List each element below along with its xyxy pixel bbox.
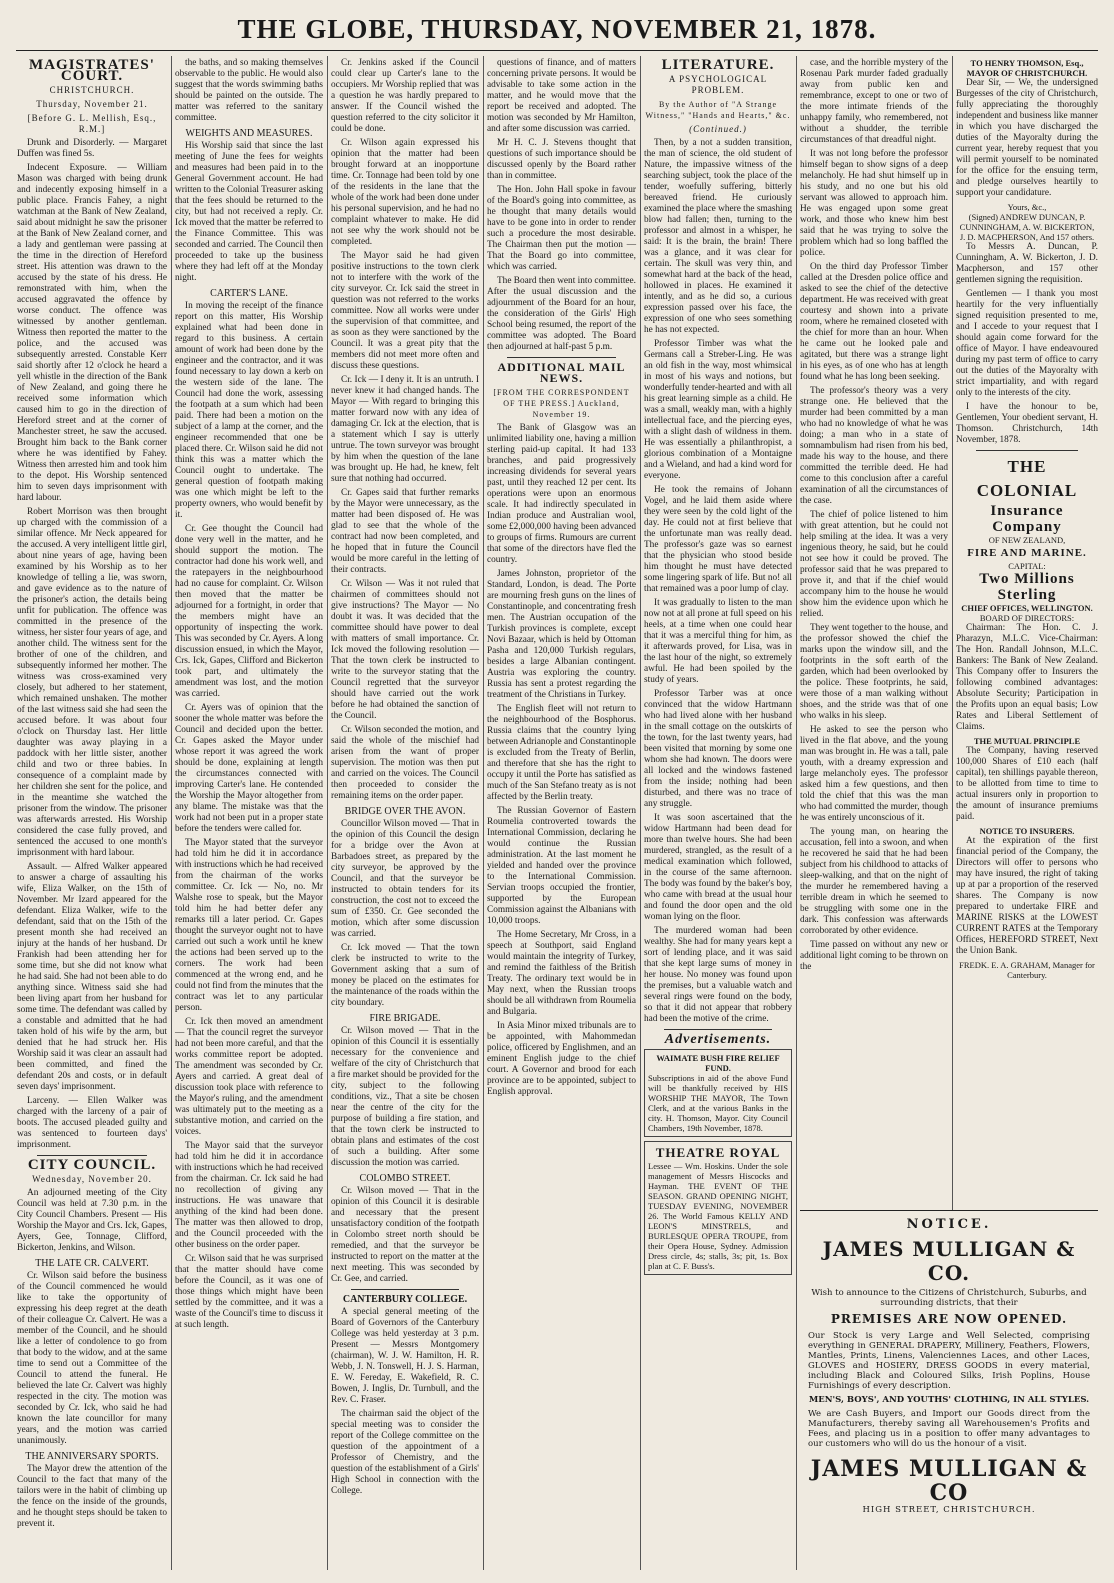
- article-paragraph: The Mayor said he had given positive instructions to the town clerk not to interfere with the work of the city surveyor. Cr. Ick said the street in question was not referred to the works committee. Now all works were under the supervision of that committee, and as soon as they were sanctioned by the Council. It was a great pity that the members did not meet more often and discuss these questions.: [331, 251, 479, 371]
- subheading: THE ANNIVERSARY SPORTS.: [25, 1451, 159, 1462]
- article-paragraph: It was not long before the professor himself began to show signs of a deep melancholy. He had shut himself up in his study, and no one but his old servant was allowed to approach him. He was engaged upon some great work, and those who knew him best said that he was trying to solve the problem which had so long baffled the police.: [800, 149, 948, 258]
- requisition-heading: TO HENRY THOMSON, Esq., MAYOR OF CHRISTCHURCH.: [966, 58, 1088, 78]
- article-paragraph: The Russian Governor of Eastern Roumelia controverted towards the International Commission, declaring he would continue the Russian administration. At the last moment he yielded and handed over the province to the International Commission. Servian troops occupied the frontier, supported by the European Commission against the Albanians with 10,000 troops.: [487, 806, 636, 926]
- article-paragraph: Cr. Gapes said that further remarks by the Mayor were unnecessary, as the matter had been disposed of. He was glad to see that the whole of the contract had now been completed, and he hoped that in future the Council would be more careful in the letting of their contracts.: [331, 488, 479, 575]
- article-paragraph: Cr. Gee thought the Council had done very well in the matter, and he should support the motion. The contractor had done his work well, and the ratepayers in the neighbourhood had no cause for complaint. Cr. Wilson then moved that the matter be adjourned for a fortnight, in order that the members might have an opportunity of inspecting the work. This was seconded by Cr. Ayers. A long discussion ensued, in which the Mayor, Crs. Ick, Gapes, Clifford and Bickerton took part, and ultimately the amendment was lost, and the motion was carried.: [175, 524, 323, 699]
- insurance-capital-label: CAPITAL:: [1008, 561, 1046, 571]
- article-paragraph: It was soon ascertained that the widow Hartmann had been dead for more than twelve hours. She had been murdered, strangled, as the result of a medical examination which followed, in the course of the same afternoon. The body was found by the baker's boy, who came with bread at the usual hour and found the door open and the old woman lying on the floor.: [644, 813, 792, 922]
- story-title: A PSYCHOLOGICAL PROBLEM.: [668, 74, 768, 95]
- column-3: [331, 58, 479, 1570]
- article-paragraph: Professor Timber was what the Germans call a Streber-Ling. He was an old fish in the way, most whimsical in most of his ways and notions, but wonderfully tender-hearted and with all his great learning simple as a child. He was a small, weakly man, with a highly intellectual face, and the piercing eyes, with a slight dash of wildness in them. He was essentially a philanthropist, a glorious combination of a Montaigne and a Wieland, and had a kind word for everyone.: [644, 339, 792, 481]
- heading-magistrates-court: MAGISTRATES' COURT.: [29, 57, 155, 84]
- ad-body: Subscriptions in aid of the above Fund will be thankfully received by HIS WORSHIP THE MAYOR, The Town Clerk, and at the various Banks in the city. H. Thomson, Mayor. City Council Chambers, 19th November, 1878.: [648, 1073, 788, 1133]
- ad-james-mulligan: [800, 1210, 1098, 1570]
- section-divider: [664, 1029, 772, 1030]
- column-6: [800, 58, 948, 972]
- article-paragraph: The murdered woman had been wealthy. She had for many years kept a sort of lending place, and it was said that she kept large sums of money in her house. No money was found upon the premises, but a valuable watch and several rings were found on the body, so that it did not appear that robbery had been the motive of the crime.: [644, 926, 792, 1024]
- article-paragraph: The Mayor stated that the surveyor had told him he did it in accordance with instructions which he had received from the chairman of the works committee. Cr. Ick — No, no. Mr Walshe rose to speak, but the Mayor told him he had better defer any remarks till a later period. Cr. Gapes thought the surveyor ought not to have carried out such a work until he knew the actions had been served up to the corners. The work had been commenced at the wrong end, and he could not find from the minutes that the contract was let to any particular person.: [175, 838, 323, 1013]
- article-paragraph: Mr H. C. J. Stevens thought that questions of such importance should be discussed openly by the Board rather than in committee.: [487, 138, 636, 181]
- section-divider: [37, 1155, 147, 1156]
- column-rule: [483, 56, 484, 1570]
- article-paragraph: The Hon. John Hall spoke in favour of the Board's going into committee, as he thought that many details would have to be gone into in order to render such a procedure the most desirable. The Chairman then put the motion — That the Board go into committee, which was carried.: [487, 185, 636, 272]
- column-2: [175, 58, 323, 1570]
- masthead: [0, 0, 1114, 46]
- article-paragraph: An adjourned meeting of the City Council was held at 7.30 p.m. in the City Council Chambers. Present — His Worship the Mayor and Crs. Ick, Gapes, Ayers, Gee, Tonnage, Clifford, Bickerton, Jenkins, and Wilson.: [17, 1188, 167, 1253]
- article-paragraph: Cr. Ayers was of opinion that the sooner the whole matter was before the Council and decided upon the better. Cr. Gapes asked the Mayor under whose report it was agreed the work should be done, explaining at length the circumstances connected with improving Carter's lane. He contended the Worship the Mayor altogether from any blame. The mistake was that the work had not been put in a proper state before the tenders were called for.: [175, 703, 323, 834]
- article-paragraph: The Company, having reserved 100,000 Shares of £10 each (half capital), ten shillings payable thereon, to be allotted from time to time to actual insurers only in proportion to the amount of insurance premiums paid.: [956, 746, 1098, 822]
- dateline-date: Thursday, November 21.: [36, 99, 148, 109]
- article-paragraph: On the third day Professor Timber called at the Dresden police office and asked to see the chief of the detective department. He was received with great courtesy and shown into a private room, where he remained closeted with the chief for more than an hour. When he came out he looked pale and agitated, but there was a strange light in his eyes, as of one who has at length found what he has long been seeking.: [800, 262, 948, 382]
- article-paragraph: Larceny. — Ellen Walker was charged with the larceny of a pair of boots. The accused pleaded guilty and was sentenced to fourteen days' imprisonment.: [17, 1096, 167, 1150]
- story-continued: (Continued.): [689, 124, 747, 134]
- article-paragraph: A special general meeting of the Board of Governors of the Canterbury College was held yesterday at 3 p.m. Present — Messrs Montgomery (chairman), W. J. W. Hamilton, H. R. Webb, J. N. Tonswell, H. J. S. Harman, E. W. Fereday, E. Wakefield, R. C. Bowen, J. Inglis, Dr. Turnbull, and the Rev. C. Fraser.: [331, 1307, 479, 1405]
- article-paragraph: The Board then went into committee. After the usual discussion and the adjournment of the Board for an hour, the consideration of the Girls' High School being resumed, the report of the committee was adopted. The Board then adjourned at half-past 5 p.m.: [487, 276, 636, 352]
- ad-stock: Our Stock is very Large and Well Selected, comprising everything in GENERAL DRAPERY, Millinery, Feathers, Flowers, Mantles, Prints, Linens, Valenciennes Laces, and other Laces, GLOVES and HOSIERY, DRESS GOODS in every material, including Black and Coloured Silks, Irish Poplins, House Furnishings of every description.: [808, 1331, 1090, 1391]
- article-paragraph: At the expiration of the first financial period of the Company, the Directors will offer to persons who may have insured, the right of taking up at par a proportion of the reserved shares. The Company is now prepared to undertake FIRE and MARINE RISKS at the LOWEST CURRENT RATES at the Temporary Offices, HEREFORD STREET, Next the Union Bank.: [956, 836, 1098, 956]
- section-divider: [351, 1289, 459, 1290]
- article-paragraph: The young man, on hearing the accusation, fell into a swoon, and when he recovered he said that he had been subject from his childhood to attacks of sleep-walking, and that on the night of the murder he remembered having a terrible dream in which he seemed to be struggling with some one in the dark. This confession was afterwards corroborated by other evidence.: [800, 827, 948, 936]
- article-paragraph: I have the honour to be, Gentlemen, Your obedient servant, H. Thomson. Christchurch, 14th November, 1878.: [956, 402, 1098, 445]
- article-paragraph: The chief of police listened to him with great attention, but he could not help smiling at the idea. It was a very ingenious theory, he said, but he could not see how it could be proved. The professor said that he was prepared to prove it, and that if the chief would accompany him to the house he would show him the evidence upon which he relied.: [800, 510, 948, 619]
- article-paragraph: The professor's theory was a very strange one. He believed that the murder had been committed by a man who had no knowledge of what he was doing; a man who in a state of somnambulism had risen from his bed, made his way to the house, and there committed the terrible deed. He had come to this conclusion after a careful examination of all the circumstances of the case.: [800, 386, 948, 506]
- court-before: [Before G. L. Mellish, Esq., R.M.]: [27, 113, 157, 134]
- masthead-rule: [16, 50, 1098, 51]
- article-paragraph: The Mayor drew the attention of the Council to the fact that many of the tailors were in the habit of climbing up the fence on the inside of the grounds, and he thought steps should be taken to prevent it.: [17, 1464, 167, 1529]
- news-source: [FROM THE CORRESPONDENT OF THE PRESS.] Auckland, November 19.: [493, 388, 630, 419]
- column-4: [487, 58, 636, 1570]
- article-paragraph: Cr. Wilson moved — That in the opinion of this Council it is essentially necessary for the convenience and welfare of the city of Christchurch that a fire market should be provided for the city, subject to the following conditions, viz., That a site be chosen near the centre of the city for the purpose of building a fire station, and that the town clerk be instructed to obtain plans and estimates of the cost of such a building. After some discussion the motion was carried.: [331, 1026, 479, 1168]
- column-rule: [640, 56, 641, 1570]
- article-paragraph: The Mayor said that the surveyor had told him he did it in accordance with instructions which he had received from the chairman. Cr. Ick said he had no recollection of giving any instructions. He was unaware that anything of the kind had been done. The matter was then allowed to drop, and the Council proceeded with the other business on the order paper.: [175, 1141, 323, 1250]
- section-divider: [507, 357, 616, 358]
- ad-premises: PREMISES ARE NOW OPENED.: [830, 1312, 1068, 1326]
- dateline-date: Wednesday, November 20.: [32, 1174, 152, 1184]
- article-paragraph: Cr. Ick — I deny it. It is an untruth. I never knew it had changed hands. The Mayor — With regard to bringing this matter forward now with any idea of damaging Cr. Ick at the election, that is a statement which I say is utterly untrue. The town surveyor was brought by him when the question of the lane was brought up. He had, he knew, felt sure that nothing had occurred.: [331, 375, 479, 484]
- article-paragraph: The chairman said the object of the special meeting was to consider the report of the College committee on the question of the appointment of a Professor of Chemistry, and the question of the establishment of a Girls' High School in connection with the College.: [331, 1409, 479, 1496]
- ad-firm: JAMES MULLIGAN & CO.: [822, 1237, 1076, 1285]
- article-paragraph: He took the remains of Johann Vogel, and he laid them aside where they were seen by the cold light of the day. He could not at first believe that the unfortunate man was really dead. The professor's gaze was so earnest that the physician who stood beside him thought he must have detected some lingering spark of life. But no! all that remained was a poor lump of clay.: [644, 485, 792, 594]
- column-1: [17, 58, 167, 1570]
- article-paragraph: The Bank of Glasgow was an unlimited liability one, having a million sterling paid-up capital. It had 133 branches, and paid progressively increasing dividends for several years past, until they reached 12 per cent. Its operations were upon an enormous scale. It had indirectly speculated in Indian produce and Australian wool, some £2,000,000 having been advanced to groups of firms. Rumours are current that some of the directors have fled the country.: [487, 423, 636, 565]
- ad-cash-buyers: We are Cash Buyers, and Import our Goods direct from the Manufacturers, thereby saving all Warehousemen's Profits and Fees, and placing us in a position to offer many advantages to our customers who will do us the honour of a visit.: [808, 1409, 1090, 1449]
- dateline-place: CHRISTCHURCH.: [49, 85, 135, 95]
- article-paragraph: In moving the receipt of the finance report on this matter, His Worship explained what had been done in regard to this business. A certain amount of work had been done by the engineer and the contractor, and it was found necessary to lay down a kerb on the western side of the lane. The Council had done the work, assessing the footpath at a sum which had been paid. There had been a motion on the subject of a lamp at the corner, and the engineer recommended that one be placed there. Cr. Wilson said he did not think this was a matter which the Council ought to undertake. The general question of footpath making was one which might be left to the property owners, who would benefit by it.: [175, 301, 323, 520]
- article-paragraph: Cr. Wilson said that he was surprised that the matter should have come before the Council, as it was one of those things which might have been settled by the committee, and it was a waste of the Council's time to discuss it at such length.: [175, 1254, 323, 1330]
- article-paragraph: Councillor Wilson moved — That in the opinion of this Council the design for a bridge over the Avon at Barbadoes street, as prepared by the city surveyor, be approved by the Council, and that the surveyor be instructed to obtain tenders for its construction, the cost not to exceed the sum of £350. Cr. Gee seconded the motion, which after some discussion was carried.: [331, 819, 479, 939]
- story-byline: By the Author of "A Strange Witness," "Hands and Hearts," &c.: [645, 100, 791, 120]
- article-paragraph: Time passed on without any new or additional light coming to be thrown on the: [800, 940, 948, 972]
- column-rule: [171, 56, 172, 1570]
- article-paragraph: Gentlemen — I thank you most heartily for the very influentially signed requisition presented to me, and I accede to your request that I should again come forward for the office of Mayor. I have endeavoured during my past term of office to carry out the duties of the Mayoralty with strict impartiality, and with regard only to the interests of the city.: [956, 289, 1098, 398]
- article-paragraph: The English fleet will not return to the neighbourhood of the Bosphorus. Russia claims that the country lying between Adrianople and Constantinople is excluded from the Treaty of Berlin, and therefore that she has the right to occupy it until the Porte has satisfied as much of the San Stefano treaty as is not affected by the Berlin treaty.: [487, 704, 636, 802]
- subheading: CARTER'S LANE.: [210, 288, 288, 299]
- section-divider: [976, 450, 1078, 451]
- article-paragraph: case, and the horrible mystery of the Rosenau Park murder faded gradually away from public ken and remembrance, except to one or two of the more intimate friends of the unhappy family, who remembered, not without a shudder, the terrible circumstances of that dreadful night.: [800, 58, 948, 145]
- article-paragraph: The Home Secretary, Mr Cross, in a speech at Southport, said England would maintain the integrity of Turkey, and remind the faithless of the British Treaty. The ordinary text would be in May next, when the Russian troops should be all withdrawn from Roumelia and Bulgaria.: [487, 930, 636, 1017]
- insurance-manager: FREDK. E. A. GRAHAM, Manager for Canterbury.: [959, 960, 1095, 980]
- heading-mail-news: ADDITIONAL MAIL NEWS.: [497, 360, 626, 385]
- insurance-sub2: OF NEW ZEALAND,: [988, 535, 1066, 545]
- ad-relief-fund: [644, 1049, 792, 1137]
- insurance-notice: NOTICE TO INSURERS.: [979, 826, 1075, 836]
- insurance-sub3: FIRE AND MARINE.: [967, 547, 1087, 559]
- article-paragraph: Indecent Exposure. — William Mason was charged with being drunk and indecently exposing himself in a public place. Francis Fahey, a night watchman at the Bank of New Zealand, said about midnight he saw the prisoner at the Bank of New Zealand corner, and a lady and gentleman were passing at the time in the direction of Hereford street. His attention was drawn to the accused by the state of his dress. He remonstrated with him, when the accused aggravated the offence by worse conduct. The offence was witnessed by another gentleman. Witness then reported the matter to the police, and the accused was subsequently arrested. Constable Kerr said shortly after 12 o'clock he heard a yell whistle in the direction of the Bank of New Zealand, and going there he received some information which caused him to go in the direction of Hereford street and at the corner of Manchester street, he saw the accused. Brought him back to the Bank corner where he was identified by Fahey. Witness then arrested him and took him to the depot. His Worship sentenced him to seven days imprisonment with hard labour.: [17, 163, 167, 503]
- signatures: (Signed) ANDREW DUNCAN, P. CUNNINGHAM, A. W. BICKERTON, J. D. MACPHERSON, And 157 others.: [959, 212, 1095, 242]
- masthead-title: THE GLOBE, THURSDAY, NOVEMBER 21, 1878.: [237, 14, 877, 44]
- subheading: THE LATE CR. CALVERT.: [35, 1258, 149, 1269]
- article-paragraph: In Asia Minor mixed tribunals are to be appointed, with Mahommedan police, officered by Englishmen, and an eminent English judge to the chief court. A Governor and brood for each province are to be appointed, subject to English approval.: [487, 1021, 636, 1097]
- ad-clothing: MEN'S, BOYS', AND YOUTHS' CLOTHING, IN ALL STYLES.: [808, 1395, 1090, 1405]
- article-paragraph: Cr. Jenkins asked if the Council could clear up Carter's lane to the occupiers. Mr Worship replied that was a question he was hardly prepared to answer. If the Council wished the question referred to the city solicitor it could be done.: [331, 58, 479, 134]
- insurance-capital: Two Millions Sterling: [979, 571, 1075, 603]
- ad-body: Lessee — Wm. Hoskins. Under the sole management of Messrs Hiscocks and Hayman. THE EVENT OF THE SEASON. GRAND OPENING NIGHT, TUESDAY EVENING, NOVEMBER 26. The World Famous KELLY AND LEON'S MINSTRELS, and BURLESQUE OPERA TROUPE, from their Opera House, Sydney. Admission Dress circle, 4s; stalls, 3s; pit, 1s. Box plan at C. F. Buss's.: [648, 1161, 788, 1271]
- subheading: FIRE BRIGADE.: [369, 1013, 441, 1024]
- column-rule: [796, 56, 797, 1570]
- article-paragraph: the baths, and so making themselves observable to the public. He would also suggest that the words swimming baths should be painted on the outside. The matter was referred to the sanitary committee.: [175, 58, 323, 123]
- subheading: BRIDGE OVER THE AVON.: [344, 806, 466, 817]
- insurance-sub: Insurance Company: [990, 503, 1064, 535]
- article-paragraph: Robert Morrison was then brought up charged with the commission of a similar offence. Mr Neck appeared for the accused. A very intelligent little girl, about nine years of age, having been examined by his Worship as to her knowledge of telling a lie, was sworn, and gave evidence as to the nature of the prisoner's action, the details being unfit for publication. The offence was committed in the presence of the witness, her sister four years of age, and another child. The witness sent for the brother of one of the children, and subsequently informed her mother. The witness was cross-examined very closely, but adhered to her statement, which remained unshaken. The mother of the last witness said she had seen the accused before. It was about four o'clock on Thursday last. Her little daughter was away playing in a paddock with her little sister, another child and two or three babies. In consequence of a complaint made by her children she sent for the police, and in the meantime she watched the prisoner from the window. The prisoner was afterwards arrested. His Worship considered the case fully proved, and sentenced the accused to one month's imprisonment with hard labour.: [17, 507, 167, 858]
- article-paragraph: They went together to the house, and the professor showed the chief the marks upon the window sill, and the footprints in the soft earth of the garden, which had been overlooked by the police. These footprints, he said, were those of a man walking without shoes, and the stride was that of one who walks in his sleep.: [800, 623, 948, 721]
- article-paragraph: Professor Tarber was at once convinced that the widow Hartmann who had lived alone with her husband in the small cottage on the outskirts of the town, for the last twenty years, had been visited that morning by some one whom she had known. The doors were all locked and the windows fastened from the inside; nothing had been disturbed, and there was no trace of any struggle.: [644, 689, 792, 809]
- article-paragraph: It was gradually to listen to the man now not at all prone at full speed on his heels, at a time when one could hear that it was a merciful thing for him, as it afterwards proved, for Lisa, was in the last hour of the night, so extremely awful. He had been spoiled by the study of years.: [644, 598, 792, 685]
- article-paragraph: Cr. Wilson — Was it not ruled that chairmen of committees should not give instructions? The Mayor — No doubt it was. It was decided that the committee should have power to deal with matters of small importance. Cr. Ick moved the following resolution — That the town clerk be instructed to write to the surveyor stating that the Council regretted that the surveyor should have carried out the work before he had obtained the sanction of the Council.: [331, 579, 479, 721]
- article-paragraph: Dear Sir, — We, the undersigned Burgesses of the city of Christchurch, fully appreciating the thoroughly independent and business like manner in which you have discharged the duties of the Mayoralty during the current year, hereby request that you will permit yourself to be nominated for the office for the ensuing term, and pledge ourselves heartily to support your candidature.: [956, 78, 1098, 198]
- heading-city-council: CITY COUNCIL.: [27, 1157, 157, 1173]
- ad-notice: NOTICE.: [906, 1217, 992, 1232]
- insurance-board: BOARD OF DIRECTORS:: [979, 613, 1075, 623]
- article-paragraph: questions of finance, and of matters concerning private persons. It would be advisable to take some action in the matter, and he would move that the report be received and adopted. The motion was seconded by Mr Hamilton, and after some discussion was carried.: [487, 58, 636, 134]
- insurance-office: CHIEF OFFICES, WELLINGTON.: [961, 603, 1093, 613]
- ad-theatre-royal: [644, 1141, 792, 1275]
- heading-advertisements: Advertisements.: [664, 1032, 772, 1047]
- heading-literature: LITERATURE.: [661, 57, 775, 73]
- article-paragraph: Cr. Ick then moved an amendment — That the council regret the surveyor had not been more careful, and that the works committee report be adopted. The amendment was seconded by Cr. Ayers and carried. A great deal of discussion took place with reference to the Mayor's ruling, and the amendment was ultimately put to the meeting as a substantive motion, and carried on the voices.: [175, 1017, 323, 1137]
- article-paragraph: Drunk and Disorderly. — Margaret Duffen was fined 5s.: [17, 138, 167, 159]
- ad-top-rule: [800, 1210, 1098, 1211]
- signoff: Yours, &c.,: [1007, 202, 1047, 212]
- column-5: [644, 58, 792, 1570]
- insurance-title: THE COLONIAL: [976, 457, 1078, 500]
- article-paragraph: Chairman: The Hon. C. J. Pharazyn, M.L.C. Vice-Chairman: The Hon. Randall Johnson, M.L.C. Bankers: The Bank of New Zealand. This Company offer to Insurers the following combined advantages: Absolute Security; Participation in the Profits upon an equal basis; Low Rates and Liberal Settlement of Claims.: [956, 623, 1098, 732]
- subheading: CANTERBURY COLLEGE.: [342, 1294, 468, 1305]
- column-rule: [327, 56, 328, 1570]
- article-paragraph: James Johnston, proprietor of the Standard, London, is dead. The Porte are mourning fresh guns on the lines of Constantinople, and concentrating fresh men. The Austrian occupation of the Turkish provinces is complete, except Novi Bazaar, which is held by Ottoman Pasha and 120,000 Turkish regulars, besides a large Albanian contingent. Austria was exploring the country. Russia has sent a protest regarding the treatment of the Christians in Turkey.: [487, 569, 636, 700]
- ad-title: WAIMATE BUSH FIRE RELIEF FUND.: [656, 1053, 780, 1073]
- article-paragraph: Cr. Ick moved — That the town clerk be instructed to write to the Government asking that a sum of money be placed on the estimates for the maintenance of the roads within the city boundary.: [331, 943, 479, 1008]
- article-paragraph: Cr. Wilson moved — That in the opinion of this Council it is desirable and necessary that the present unsatisfactory condition of the footpath in Colombo street north should be remedied, and that the surveyor be instructed to report on the matter at the next meeting. This was seconded by Cr. Gee, and carried.: [331, 1186, 479, 1284]
- article-paragraph: His Worship said that since the last meeting of June the fees for weights and measures had been paid in to the General Government account. He had written to the Colonial Treasurer asking that the fees should be returned to the city, but had not received a reply. Cr. Ick moved that the matter be referred to the Finance Committee. This was seconded and carried. The Council then proceeded to take up the business where they had left off at the Monday night.: [175, 141, 323, 283]
- subheading: WEIGHTS AND MEASURES.: [185, 128, 313, 139]
- column-7: [956, 58, 1098, 1058]
- subheading: COLOMBO STREET.: [359, 1173, 451, 1184]
- ad-address: HIGH STREET, CHRISTCHURCH.: [862, 1505, 1036, 1515]
- insurance-principle: THE MUTUAL PRINCIPLE: [973, 736, 1081, 746]
- article-paragraph: Cr. Wilson said before the business of the Council commenced he would like to take the opportunity of expressing his deep regret at the death of their colleague Cr. Calvert. He was a member of the Council, and he should like a letter of condolence to go from that body to the widow, and at the same time to send out a Committee of the Council to attend the funeral. He believed the late Cr. Calvert was highly respected in the city. The motion was seconded by Cr. Ick, who said he had known the late councillor for many years, and the motion was carried unanimously.: [17, 1271, 167, 1446]
- article-paragraph: Then, by a not a sudden transition, the man of science, the old student of Nature, the impassive witness of the searching subject, took the place of the tender, woefully suffering, bitterly bereaved friend. He curiously examined the place where the smashing blow had fallen; then, turning to the professor and almost in a whisper, he said: It is the brain, the brain! There was a glance, and it was clear for certain. The skull was very thin, and somewhat hard at the back of the head, hollowed in places. He examined it intently, and as he did so, a curious expression passed over his face, the expression of one who sees something he has not expected.: [644, 138, 792, 335]
- article-paragraph: Cr. Wilson seconded the motion, and said the whole of the mischief had arisen from the want of proper supervision. The motion was then put and carried on the voices. The Council then proceeded to consider the remaining items on the order paper.: [331, 725, 479, 801]
- ad-firm-2: JAMES MULLIGAN & CO: [810, 1456, 1088, 1506]
- article-paragraph: Assault. — Alfred Walker appeared to answer a charge of assaulting his wife, Eliza Walker, on the 15th of November. Mr Izard appeared for the defendant. Eliza Walker, wife to the defendant, said that on the 15th of the present month she had received an injury at the hands of her husband. Dr Frankish had been attending her for some time, but she did not know what he had said. She had not been able to do anything since. Witness said she had been living apart from her husband for some time. The defendant was called by a constable and admitted that he had taken hold of his wife by the arm, but denied that he had struck her. His Worship said it was clear an assault had been committed, and fined the defendant 20s and costs, or in default seven days' imprisonment.: [17, 862, 167, 1092]
- article-paragraph: He asked to see the person who lived in the flat above, and the young man was brought in. He was a tall, pale youth, with a dreamy expression and large melancholy eyes. The professor asked him a few questions, and then told the chief that this was the man who had committed the murder, though he was entirely unconscious of it.: [800, 725, 948, 823]
- article-paragraph: Cr. Wilson again expressed his opinion that the matter had been brought forward at an inopportune time. Cr. Tonnage had been told by one of the residents in the lane that the whole of the work had been done under his personal supervision, and he had no complaint whatever to make. He did not see why the work should not be completed.: [331, 138, 479, 247]
- ad-announce: Wish to announce to the Citizens of Christchurch, Suburbs, and surrounding districts, that their: [811, 1288, 1087, 1308]
- ad-title: THEATRE ROYAL: [655, 1145, 781, 1160]
- article-paragraph: To Messrs A. Duncan, P. Cunningham, A. W. Bickerton, J. D. Macpherson, and 157 other gentlemen signing the requisition.: [956, 242, 1098, 285]
